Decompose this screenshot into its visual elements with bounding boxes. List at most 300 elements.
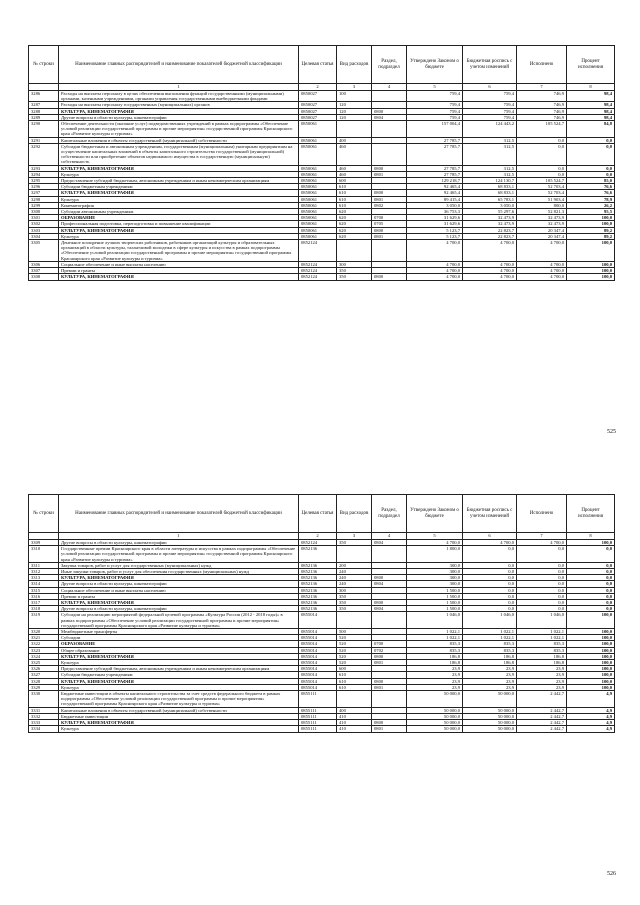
row-expense-type: 620 (337, 227, 372, 233)
row-executed: 186,8 (517, 653, 567, 659)
row-budget-list: 68 833,1 (463, 184, 517, 190)
row-section (372, 691, 407, 708)
row-target-code: 0850027 (299, 108, 337, 114)
row-number: 3300 (29, 209, 59, 215)
row-approved: 4 700,0 (407, 261, 463, 267)
row-budget-list: 50 000,0 (463, 707, 517, 713)
row-executed: 1 022,1 (517, 635, 567, 641)
row-section (372, 91, 407, 102)
col-header-isp: Исполнено (517, 495, 567, 533)
row-target-code: 0855111 (299, 726, 337, 732)
row-budget-list: 32 473,9 (463, 221, 517, 227)
row-section (372, 240, 407, 262)
row-percent: 84,8 (567, 121, 615, 138)
row-section: 0801 (372, 660, 407, 666)
row-approved: 759,4 (407, 91, 463, 102)
row-budget-list: 1 022,1 (463, 629, 517, 635)
row-approved: 300,0 (407, 569, 463, 575)
page-number: 526 (607, 871, 616, 877)
col-header-rosp: Бюджетная роспись с учетом изменений (463, 46, 517, 84)
row-budget-list: 23,9 (463, 672, 517, 678)
row-executed: 0,0 (517, 546, 567, 563)
row-section: 0804 (372, 114, 407, 120)
row-section: 0800 (372, 165, 407, 171)
row-target-code: 0850061 (299, 227, 337, 233)
row-number: 3331 (29, 707, 59, 713)
row-section: 0801 (372, 726, 407, 732)
col-header-no: № строки (29, 46, 59, 84)
row-section: 0800 (372, 227, 407, 233)
row-target-code: 0852136 (299, 587, 337, 593)
row-name: КУЛЬТУРА, КИНЕМАТОГРАФИЯ (59, 274, 299, 280)
row-number: 3301 (29, 215, 59, 221)
row-name: Другие вопросы в области культуры, кинематографии (59, 540, 299, 546)
row-number: 3307 (29, 268, 59, 274)
row-target-code: 0850061 (299, 184, 337, 190)
row-expense-type: 410 (337, 713, 372, 719)
table-row (29, 691, 615, 708)
row-expense-type: 350 (337, 274, 372, 280)
row-approved: 4 700,0 (407, 268, 463, 274)
row-expense-type: 520 (337, 641, 372, 647)
row-target-code: 0852136 (299, 593, 337, 599)
row-budget-list: 186,8 (463, 660, 517, 666)
col-index: 1 (59, 84, 299, 91)
row-expense-type: 610 (337, 684, 372, 690)
row-budget-list: 0,0 (463, 562, 517, 568)
row-name: Бюджетные инвестиции (59, 713, 299, 719)
row-expense-type: 610 (337, 678, 372, 684)
row-number: 3321 (29, 635, 59, 641)
col-index (29, 533, 59, 540)
row-executed: 32 473,9 (517, 215, 567, 221)
row-percent: 0,0 (567, 581, 615, 587)
row-number: 3302 (29, 221, 59, 227)
row-percent: 100,0 (567, 261, 615, 267)
row-name: Культура (59, 171, 299, 177)
row-executed: 746,9 (517, 114, 567, 120)
row-expense-type: 240 (337, 581, 372, 587)
row-percent: 4,9 (567, 707, 615, 713)
row-percent: 98,4 (567, 91, 615, 102)
row-approved: 835,3 (407, 647, 463, 653)
row-budget-list: 0,0 (463, 569, 517, 575)
row-percent: 98,4 (567, 108, 615, 114)
row-name: Профессиональная подготовка, переподготовка и повышение квалификации (59, 221, 299, 227)
row-approved: 4 700,0 (407, 240, 463, 262)
row-executed: 746,9 (517, 102, 567, 108)
row-number: 3327 (29, 672, 59, 678)
row-name: Социальное обеспечение и иные выплаты населению (59, 261, 299, 267)
row-budget-list: 835,3 (463, 647, 517, 653)
row-approved: 4 700,0 (407, 274, 463, 280)
document-page-526 (0, 453, 640, 905)
row-percent: 100,0 (567, 641, 615, 647)
row-percent: 0,0 (567, 137, 615, 143)
row-executed: 0,0 (517, 569, 567, 575)
row-executed: 0,0 (517, 606, 567, 612)
row-number: 3305 (29, 240, 59, 262)
row-number: 3322 (29, 641, 59, 647)
row-expense-type (337, 546, 372, 563)
row-number: 3289 (29, 114, 59, 120)
row-number: 3333 (29, 720, 59, 726)
row-expense-type: 610 (337, 672, 372, 678)
row-approved: 5 123,7 (407, 233, 463, 239)
row-percent: 0,0 (567, 562, 615, 568)
row-executed: 20 347,4 (517, 233, 567, 239)
row-name: Предоставление субсидий бюджетным, автономным учреждениям и иным некоммерческим организациям (59, 666, 299, 672)
row-target-code: 0850027 (299, 114, 337, 120)
row-budget-list: 65 783,1 (463, 196, 517, 202)
row-executed: 0,0 (517, 593, 567, 599)
col-header-utv: Утверждено Законом о бюджете (407, 46, 463, 84)
table-row (29, 726, 615, 732)
row-approved: 31 629,6 (407, 221, 463, 227)
row-approved: 300,0 (407, 575, 463, 581)
row-executed: 0,0 (517, 587, 567, 593)
row-executed: 20 347,4 (517, 227, 567, 233)
row-percent: 100,0 (567, 666, 615, 672)
row-percent: 78,9 (567, 196, 615, 202)
table-row (29, 546, 615, 563)
row-number: 3292 (29, 143, 59, 165)
row-number: 3334 (29, 726, 59, 732)
row-number: 3323 (29, 647, 59, 653)
row-budget-list: 312,5 (463, 137, 517, 143)
row-budget-list: 4 700,0 (463, 240, 517, 262)
row-budget-list: 4 700,0 (463, 540, 517, 546)
row-approved: 1 022,1 (407, 629, 463, 635)
row-approved: 5 123,7 (407, 227, 463, 233)
row-target-code: 0855014 (299, 666, 337, 672)
row-percent: 100,0 (567, 647, 615, 653)
row-target-code: 0855014 (299, 684, 337, 690)
row-name: Субсидии автономным учреждениям (59, 209, 299, 215)
row-target-code: 0850061 (299, 209, 337, 215)
row-expense-type: 610 (337, 202, 372, 208)
row-expense-type: 200 (337, 562, 372, 568)
row-target-code: 0852136 (299, 546, 337, 563)
row-percent: 76,6 (567, 184, 615, 190)
row-approved: 300,0 (407, 581, 463, 587)
row-percent: 0,0 (567, 575, 615, 581)
row-budget-list: 0,0 (463, 600, 517, 606)
row-executed: 52 703,4 (517, 184, 567, 190)
row-approved: 1 800,0 (407, 546, 463, 563)
table-row (29, 612, 615, 629)
table-row (29, 240, 615, 262)
row-executed: 23,9 (517, 678, 567, 684)
row-budget-list: 1 022,1 (463, 635, 517, 641)
row-name: Культура (59, 726, 299, 732)
row-target-code: 0852124 (299, 240, 337, 262)
row-percent: 0,0 (567, 587, 615, 593)
row-approved: 157 004,4 (407, 121, 463, 138)
row-approved: 1 500,0 (407, 587, 463, 593)
row-target-code: 0852136 (299, 606, 337, 612)
row-executed: 4 700,0 (517, 240, 567, 262)
row-expense-type (337, 691, 372, 708)
row-name: Субсидии бюджетным учреждениям (59, 672, 299, 678)
column-index-row (29, 84, 615, 91)
row-executed: 4 700,0 (517, 540, 567, 546)
row-budget-list: 4 700,0 (463, 274, 517, 280)
row-section (372, 612, 407, 629)
col-index: 7 (517, 84, 567, 91)
row-percent: 100,0 (567, 221, 615, 227)
row-budget-list: 32 473,9 (463, 215, 517, 221)
col-header-no: № строки (29, 495, 59, 533)
row-target-code: 0850027 (299, 91, 337, 102)
row-target-code: 0855111 (299, 707, 337, 713)
row-number: 3324 (29, 653, 59, 659)
row-approved: 1 046,0 (407, 612, 463, 629)
row-budget-list: 50 000,0 (463, 713, 517, 719)
table-header-row (29, 46, 615, 84)
col-index: 6 (463, 533, 517, 540)
row-number: 3294 (29, 171, 59, 177)
row-expense-type: 410 (337, 720, 372, 726)
row-approved: 186,8 (407, 660, 463, 666)
row-target-code: 0855014 (299, 641, 337, 647)
row-name: Другие вопросы в области культуры, кинематографии (59, 114, 299, 120)
row-executed: 1 022,1 (517, 629, 567, 635)
row-executed: 2 442,7 (517, 691, 567, 708)
row-approved: 23,9 (407, 684, 463, 690)
row-name: КУЛЬТУРА, КИНЕМАТОГРАФИЯ (59, 165, 299, 171)
row-expense-type: 520 (337, 653, 372, 659)
col-index: 8 (567, 533, 615, 540)
row-number: 3308 (29, 274, 59, 280)
row-number: 3290 (29, 121, 59, 138)
row-percent: 100,0 (567, 684, 615, 690)
row-expense-type: 100 (337, 91, 372, 102)
row-executed: 0,0 (517, 171, 567, 177)
col-header-code: Целевая статья (299, 46, 337, 84)
row-approved: 27 785,7 (407, 165, 463, 171)
row-section: 0801 (372, 171, 407, 177)
table-row (29, 143, 615, 165)
row-approved: 3 050,0 (407, 202, 463, 208)
row-percent: 98,4 (567, 114, 615, 120)
row-budget-list: 124 130,7 (463, 178, 517, 184)
row-target-code: 0850061 (299, 215, 337, 221)
row-section: 0801 (372, 196, 407, 202)
row-budget-list: 50 000,0 (463, 691, 517, 708)
row-name: Капитальные вложения в объекты государственной (муниципальной) собственности (59, 137, 299, 143)
row-executed: 52 703,4 (517, 190, 567, 196)
row-name: КУЛЬТУРА, КИНЕМАТОГРАФИЯ (59, 227, 299, 233)
row-name: Предоставление субсидий бюджетным, автономным учреждениям и иным некоммерческим организациям (59, 178, 299, 184)
row-name: Бюджетные инвестиции в объекты капитального строительства за счет средств федерального бюджета в рамках подпрограммы «Обеспечение условий реализации государственной программы и прочие мероприятия» государственной программы Красноярского края «Развитие культуры и туризма» (59, 691, 299, 708)
row-target-code: 0850061 (299, 143, 337, 165)
row-percent: 95,5 (567, 209, 615, 215)
row-approved: 23,9 (407, 666, 463, 672)
row-budget-list: 0,0 (463, 581, 517, 587)
table-row (29, 91, 615, 102)
row-budget-list: 0,0 (463, 575, 517, 581)
row-expense-type: 120 (337, 102, 372, 108)
row-budget-list: 312,5 (463, 171, 517, 177)
row-name: Субсидии на реализацию мероприятий федеральной целевой программы «Культура России (2012 - 2018 годы)» в рамках подпрограммы «Обеспечение условий реализации государственной программы и прочие мероприятия» государственной программы Красноярского края «Развитие культуры и туризма» (59, 612, 299, 629)
row-name: Иные закупки товаров, работ и услуг для обеспечения государственных (муниципальных) нужд (59, 569, 299, 575)
row-percent: 100,0 (567, 678, 615, 684)
row-percent: 100,0 (567, 540, 615, 546)
row-budget-list: 4 700,0 (463, 261, 517, 267)
row-budget-list: 50 000,0 (463, 726, 517, 732)
row-section: 0700 (372, 641, 407, 647)
row-executed: 1 046,0 (517, 612, 567, 629)
row-expense-type: 410 (337, 726, 372, 732)
row-percent: 89,2 (567, 233, 615, 239)
row-percent: 0,0 (567, 546, 615, 563)
row-section: 0801 (372, 684, 407, 690)
row-percent: 0,0 (567, 593, 615, 599)
row-budget-list: 0,0 (463, 546, 517, 563)
row-target-code: 0850027 (299, 102, 337, 108)
col-index (29, 84, 59, 91)
row-number: 3312 (29, 569, 59, 575)
row-target-code: 0850061 (299, 171, 337, 177)
row-percent: 4,9 (567, 720, 615, 726)
row-expense-type: 240 (337, 569, 372, 575)
row-percent: 100,0 (567, 629, 615, 635)
row-percent: 85,0 (567, 178, 615, 184)
row-number: 3320 (29, 629, 59, 635)
row-target-code: 0850061 (299, 190, 337, 196)
row-budget-list: 23,9 (463, 684, 517, 690)
row-budget-list: 124 443,2 (463, 121, 517, 138)
row-executed: 746,9 (517, 91, 567, 102)
row-name: Кинематография (59, 202, 299, 208)
row-section: 0800 (372, 274, 407, 280)
col-index: 6 (463, 84, 517, 91)
row-name: КУЛЬТУРА, КИНЕМАТОГРАФИЯ (59, 190, 299, 196)
row-budget-list: 312,5 (463, 143, 517, 165)
row-expense-type: 300 (337, 587, 372, 593)
col-index: 7 (517, 533, 567, 540)
row-approved: 50 000,0 (407, 707, 463, 713)
row-number: 3299 (29, 202, 59, 208)
row-name: Культура (59, 684, 299, 690)
budget-table (28, 494, 615, 733)
row-name: Межбюджетные трансферты (59, 629, 299, 635)
col-header-code: Целевая статья (299, 495, 337, 533)
row-section: 0700 (372, 215, 407, 221)
row-number: 3297 (29, 190, 59, 196)
row-approved: 759,4 (407, 108, 463, 114)
row-number: 3316 (29, 593, 59, 599)
row-approved: 23,9 (407, 678, 463, 684)
row-executed: 800,0 (517, 202, 567, 208)
col-header-pct: Процент исполнения (567, 46, 615, 84)
row-expense-type: 460 (337, 143, 372, 165)
row-name: КУЛЬТУРА, КИНЕМАТОГРАФИЯ (59, 108, 299, 114)
row-name: Премии и гранты (59, 593, 299, 599)
row-target-code: 0852136 (299, 569, 337, 575)
row-section: 0800 (372, 575, 407, 581)
row-name: Другие вопросы в области культуры, кинематографии (59, 606, 299, 612)
row-approved: 759,4 (407, 102, 463, 108)
row-percent: 0,0 (567, 569, 615, 575)
row-budget-list: 312,5 (463, 165, 517, 171)
row-percent: 100,0 (567, 653, 615, 659)
col-index: 3 (337, 533, 372, 540)
row-executed: 4 700,0 (517, 261, 567, 267)
row-number: 3303 (29, 227, 59, 233)
row-expense-type: 240 (337, 575, 372, 581)
row-expense-type: 620 (337, 233, 372, 239)
row-expense-type: 350 (337, 268, 372, 274)
row-name: Субсидии (59, 635, 299, 641)
row-section: 0804 (372, 606, 407, 612)
row-name: Премии и гранты (59, 268, 299, 274)
row-expense-type: 620 (337, 209, 372, 215)
row-percent: 100,0 (567, 612, 615, 629)
row-percent: 4,9 (567, 726, 615, 732)
row-executed: 835,3 (517, 647, 567, 653)
row-expense-type: 600 (337, 178, 372, 184)
row-target-code: 0852136 (299, 581, 337, 587)
col-index: 5 (407, 84, 463, 91)
row-executed: 0,0 (517, 137, 567, 143)
row-target-code: 0852124 (299, 274, 337, 280)
row-number: 3332 (29, 713, 59, 719)
row-section: 0804 (372, 540, 407, 546)
row-executed: 4 700,0 (517, 268, 567, 274)
row-percent: 100,0 (567, 215, 615, 221)
row-expense-type: 610 (337, 190, 372, 196)
row-target-code: 0850061 (299, 233, 337, 239)
row-name: Государственные премии Красноярского края в области литературы и искусства в рамках подпрограммы «Обеспечение условий реализации государственной программы и прочие мероприятия» государственной программы Красноярского края «Развитие культуры и туризма» (59, 546, 299, 563)
row-approved: 835,3 (407, 641, 463, 647)
row-target-code: 0855014 (299, 647, 337, 653)
row-expense-type: 620 (337, 215, 372, 221)
row-section: 0801 (372, 233, 407, 239)
row-approved: 186,8 (407, 653, 463, 659)
row-section (372, 143, 407, 165)
row-name: ОБРАЗОВАНИЕ (59, 215, 299, 221)
row-name: Культура (59, 660, 299, 666)
row-number: 3315 (29, 587, 59, 593)
row-percent: 26,2 (567, 202, 615, 208)
row-expense-type: 400 (337, 707, 372, 713)
row-executed: 0,0 (517, 581, 567, 587)
row-executed: 835,3 (517, 641, 567, 647)
row-budget-list: 23,9 (463, 678, 517, 684)
row-budget-list: 68 833,1 (463, 190, 517, 196)
row-section: 0800 (372, 720, 407, 726)
row-target-code: 0855014 (299, 653, 337, 659)
row-expense-type: 400 (337, 137, 372, 143)
row-executed: 105 524,7 (517, 121, 567, 138)
row-expense-type (337, 612, 372, 629)
row-name: Закупка товаров, работ и услуг для государственных (муниципальных) нужд (59, 562, 299, 568)
row-executed: 23,9 (517, 672, 567, 678)
row-budget-list: 22 823,7 (463, 227, 517, 233)
row-name: КУЛЬТУРА, КИНЕМАТОГРАФИЯ (59, 678, 299, 684)
row-percent: 4,9 (567, 691, 615, 708)
col-header-name: Наименование главных распорядителей и наименование показателей бюджетной классификации (59, 495, 299, 533)
row-percent: 100,0 (567, 635, 615, 641)
row-number: 3287 (29, 102, 59, 108)
col-header-pct: Процент исполнения (567, 495, 615, 533)
row-target-code: 0850061 (299, 178, 337, 184)
row-target-code: 0855014 (299, 612, 337, 629)
row-approved: 31 629,6 (407, 215, 463, 221)
row-approved: 36 753,3 (407, 209, 463, 215)
